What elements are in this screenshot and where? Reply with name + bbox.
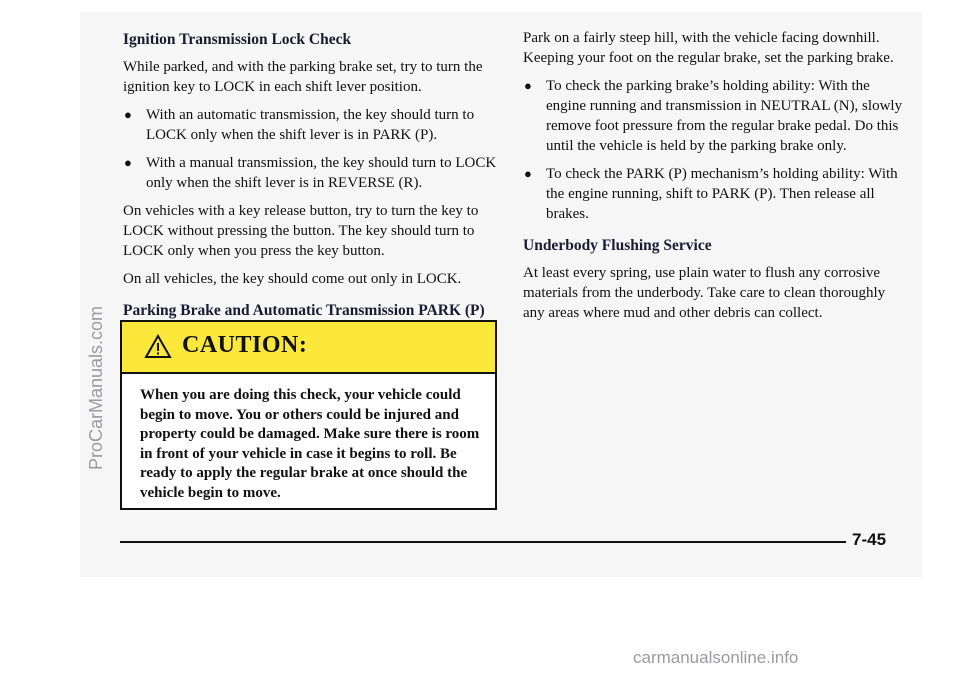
right-column xyxy=(523,28,903,331)
section-heading-underbody: Underbody Flushing Service xyxy=(523,237,712,254)
bullet-icon: ● xyxy=(124,155,132,170)
caution-label: CAUTION: xyxy=(182,332,308,358)
list-item-text: To check the PARK (P) mechanism’s holding ability: With the engine running, shift to PARK (P). Then release all brakes. xyxy=(546,166,898,222)
list-item xyxy=(523,164,903,224)
bullet-icon: ● xyxy=(524,78,532,93)
bullet-icon: ● xyxy=(524,166,532,181)
watermark-side: ProCarManuals.com xyxy=(86,305,106,470)
left-column xyxy=(123,30,498,347)
list-item xyxy=(123,153,498,193)
list-item xyxy=(523,76,903,156)
section-heading-ignition-lock: Ignition Transmission Lock Check xyxy=(123,31,352,48)
list-item xyxy=(123,105,498,145)
list-item-text: With an automatic transmission, the key should turn to LOCK only when the shift lever is in PARK (P). xyxy=(146,107,475,143)
bullet-list xyxy=(523,76,903,224)
caution-text: When you are doing this check, your vehicle could begin to move. You or others could be injured and property could be damaged. Make sure there is room in front of your vehicle in case it begins to roll. Be ready to apply the regular brake at once should the vehicle begin to move. xyxy=(140,387,480,501)
list-item-text: To check the parking brake’s holding ability: With the engine running and transmission in NEUTRAL (N), slowly remove foot pressure from the regular brake pedal. Do this until the vehicle is held by the parking brake only. xyxy=(546,78,903,154)
paragraph: On all vehicles, the key should come out only in LOCK. xyxy=(123,271,462,287)
caution-banner xyxy=(122,322,495,374)
list-item-text: With a manual transmission, the key should turn to LOCK only when the shift lever is in REVERSE (R). xyxy=(146,155,497,191)
paragraph: Park on a fairly steep hill, with the vehicle facing downhill. Keeping your foot on the regular brake, set the parking brake. xyxy=(523,30,894,66)
page-number: 7-45 xyxy=(852,530,887,549)
paragraph: At least every spring, use plain water to flush any corrosive materials from the underbody. Take care to clean thoroughly any areas where mud and other debris can collect. xyxy=(523,265,886,321)
watermark-bottom: carmanualsonline.info xyxy=(633,648,799,667)
footer-rule xyxy=(120,541,846,543)
caution-box xyxy=(120,320,497,510)
paragraph: On vehicles with a key release button, try to turn the key to LOCK without pressing the button. The key should turn to LOCK only when you press the key button. xyxy=(123,203,479,259)
warning-triangle-icon xyxy=(144,334,172,359)
paragraph: While parked, and with the parking brake set, try to turn the ignition key to LOCK in each shift lever position. xyxy=(123,59,483,95)
section-heading-parking-brake: Parking Brake and Automatic Transmission PARK (P) xyxy=(123,302,485,319)
bullet-list xyxy=(123,105,498,193)
bullet-icon: ● xyxy=(124,107,132,122)
